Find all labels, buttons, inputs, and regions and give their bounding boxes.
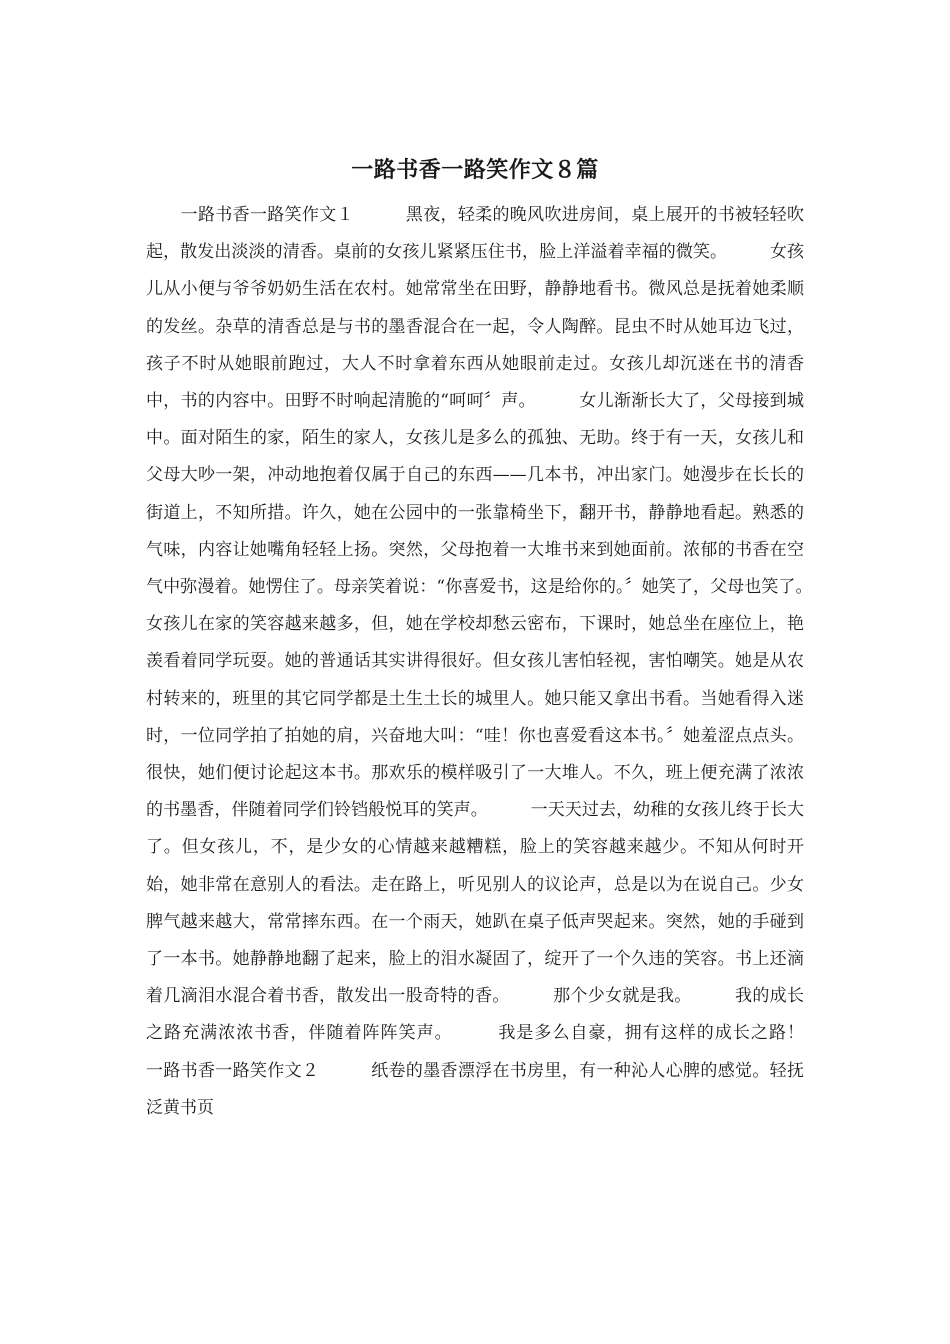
document-title: 一路书香一路笑作文８篇 (351, 157, 599, 183)
document-body-text: 一路书香一路笑作文１ 黑夜，轻柔的晚风吹进房间，桌上展开的书被轻轻吹起，散发出淡淡的清香。桌前的女孩儿紧紧压住书，脸上洋溢着幸福的微笑。 女孩儿从小便与爷爷奶奶生活在农村。她常常坐在田野，静静地看书。微风总是抚着她柔顺的发丝。杂草的清香总是与书的墨香混合在一起，令人陶醉。昆虫不时从她耳边飞过，孩子不时从她眼前跑过，大人不时拿着东西从她眼前走过。女孩儿却沉迷在书的清香中，书的内容中。田野不时响起清脆的“呵呵〞声。 女儿渐渐长大了，父母接到城中。面对陌生的家，陌生的家人，女孩儿是多么的孤独、无助。终于有一天，女孩儿和父母大吵一架，冲动地抱着仅属于自己的东西——几本书，冲出家门。她漫步在长长的街道上，不知所措。许久，她在公园中的一张靠椅坐下，翻开书，静静地看起。熟悉的气味，内容让她嘴角轻轻上扬。突然，父母抱着一大堆书来到她面前。浓郁的书香在空气中弥漫着。她愣住了。母亲笑着说：“你喜爱书，这是给你的。〞她笑了，父母也笑了。 女孩儿在家的笑容越来越多，但，她在学校却愁云密布，下课时，她总坐在座位上，艳羡看着同学玩耍。她的普通话其实讲得很好。但女孩儿害怕轻视，害怕嘲笑。她是从农村转来的，班里的其它同学都是土生土长的城里人。她只能又拿出书看。当她看得入迷时，一位同学拍了拍她的肩，兴奋地大叫：“哇！你也喜爱看这本书。〞她羞涩点点头。很快，她们便讨论起这本书。那欢乐的模样吸引了一大堆人。不久，班上便充满了浓浓的书墨香，伴随着同学们铃铛般悦耳的笑声。 一天天过去，幼稚的女孩儿终于长大了。但女孩儿，不，是少女的心情越来越糟糕，脸上的笑容越来越少。不知从何时开始，她非常在意别人的看法。走在路上，听见别人的议论声，总是以为在说自己。少女脾气越来越大，常常摔东西。在一个雨天，她趴在桌子低声哭起来。突然，她的手碰到了一本书。她静静地翻了起来，脸上的泪水凝固了，绽开了一个久违的笑容。书上还滴着几滴泪水混合着书香，散发出一股奇特的香。 那个少女就是我。 我的成长之路充满浓浓书香，伴随着阵阵笑声。 我是多么自豪，拥有这样的成长之路！ 一路书香一路笑作文２ 纸卷的墨香漂浮在书房里，有一种沁人心脾的感觉。轻抚泛黄书页 (146, 205, 855, 1118)
